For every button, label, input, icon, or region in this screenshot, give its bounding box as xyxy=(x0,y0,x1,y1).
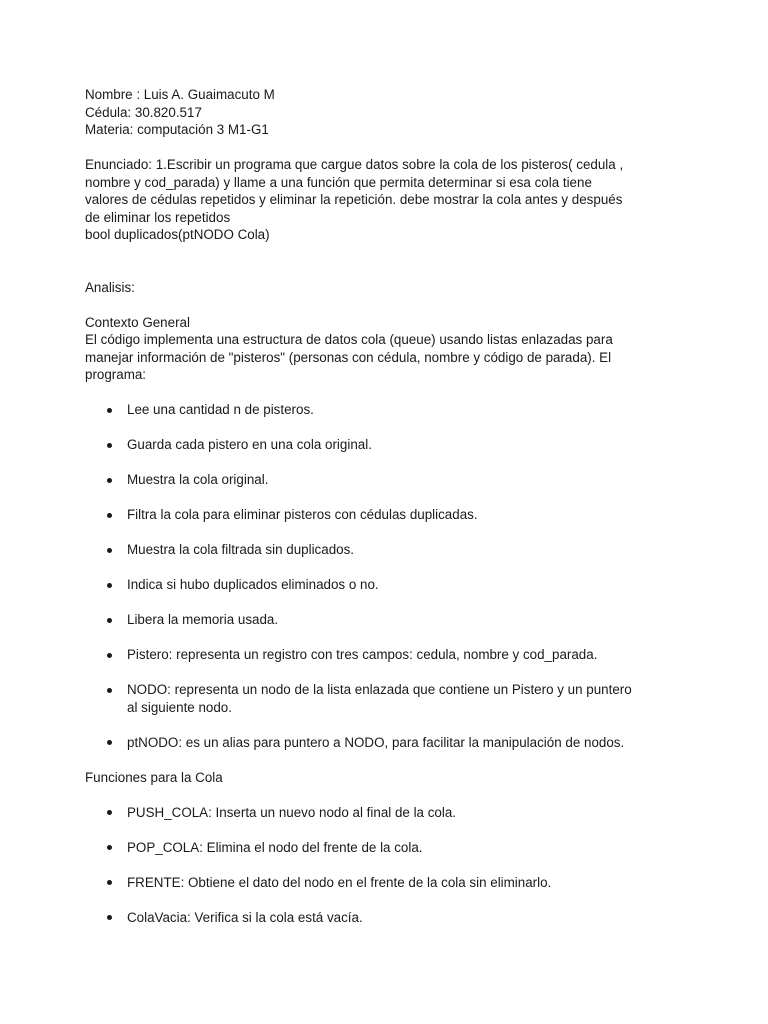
bullet-icon xyxy=(107,443,112,448)
list-item: Libera la memoria usada. xyxy=(85,611,625,629)
context-heading: Contexto General xyxy=(85,314,190,330)
bullet-icon xyxy=(107,688,112,693)
queue-functions-heading: Funciones para la Cola xyxy=(85,769,223,785)
bullet-icon xyxy=(107,408,112,413)
bullet-icon xyxy=(107,618,112,623)
course-name: Materia: computación 3 M1-G1 xyxy=(85,122,269,137)
bullet-icon xyxy=(107,513,112,518)
general-context xyxy=(85,314,625,384)
program-steps-list xyxy=(85,401,632,751)
student-id: Cédula: 30.820.517 xyxy=(85,104,202,120)
list-item: Lee una cantidad n de pisteros. xyxy=(85,401,625,419)
list-item: Indica si hubo duplicados eliminados o no. xyxy=(85,576,625,594)
bullet-icon xyxy=(107,478,112,483)
list-item: Guarda cada pistero en una cola original. xyxy=(85,436,625,454)
list-item: PUSH_COLA: Inserta un nuevo nodo al final de la cola. xyxy=(85,804,625,822)
statement-line: nombre y cod_parada) y llame a una función que permita determinar si esa cola tiene xyxy=(85,174,592,190)
bullet-icon xyxy=(107,740,112,745)
problem-statement xyxy=(85,156,625,244)
list-item: ColaVacia: Verifica si la cola está vacía. xyxy=(85,909,625,927)
list-item: Filtra la cola para eliminar pisteros con cédulas duplicadas. xyxy=(85,506,625,524)
context-line: manejar información de "pisteros" (personas con cédula, nombre y código de parada). El xyxy=(85,349,612,365)
bullet-icon xyxy=(107,653,112,658)
list-item: FRENTE: Obtiene el dato del nodo en el frente de la cola sin eliminarlo. xyxy=(85,874,625,892)
function-signature: bool duplicados(ptNODO Cola) xyxy=(85,227,270,242)
context-line: programa: xyxy=(85,367,147,382)
queue-functions-list xyxy=(85,804,625,927)
statement-line: valores de cédulas repetidos y eliminar la repetición. debe mostrar la cola antes y después xyxy=(85,192,623,207)
list-item: POP_COLA: Elimina el nodo del frente de la cola. xyxy=(85,839,625,857)
statement-line: de eliminar los repetidos xyxy=(85,209,231,225)
list-item: NODO: representa un nodo de la lista enlazada que contiene un Pistero y un puntero al siguiente nodo. xyxy=(85,681,625,716)
context-line: El código implementa una estructura de datos cola (queue) usando listas enlazadas para xyxy=(85,332,613,347)
statement-line: Enunciado: 1.Escribir un programa que cargue datos sobre la cola de los pisteros( cedula , xyxy=(85,157,624,172)
list-item: Muestra la cola original. xyxy=(85,471,625,489)
list-item: Pistero: representa un registro con tres campos: cedula, nombre y cod_parada. xyxy=(85,646,625,664)
document-body xyxy=(85,86,632,926)
bullet-icon xyxy=(107,880,112,885)
student-info xyxy=(85,86,625,139)
bullet-icon xyxy=(107,548,112,553)
student-name: Nombre : Luis A. Guaimacuto M xyxy=(85,87,275,102)
bullet-icon xyxy=(107,583,112,588)
list-item: Muestra la cola filtrada sin duplicados. xyxy=(85,541,625,559)
bullet-icon xyxy=(107,915,112,920)
bullet-icon xyxy=(107,845,112,850)
analysis-heading: Analisis: xyxy=(85,279,135,295)
list-item: ptNODO: es un alias para puntero a NODO, para facilitar la manipulación de nodos. xyxy=(85,734,625,752)
bullet-icon xyxy=(107,810,112,815)
